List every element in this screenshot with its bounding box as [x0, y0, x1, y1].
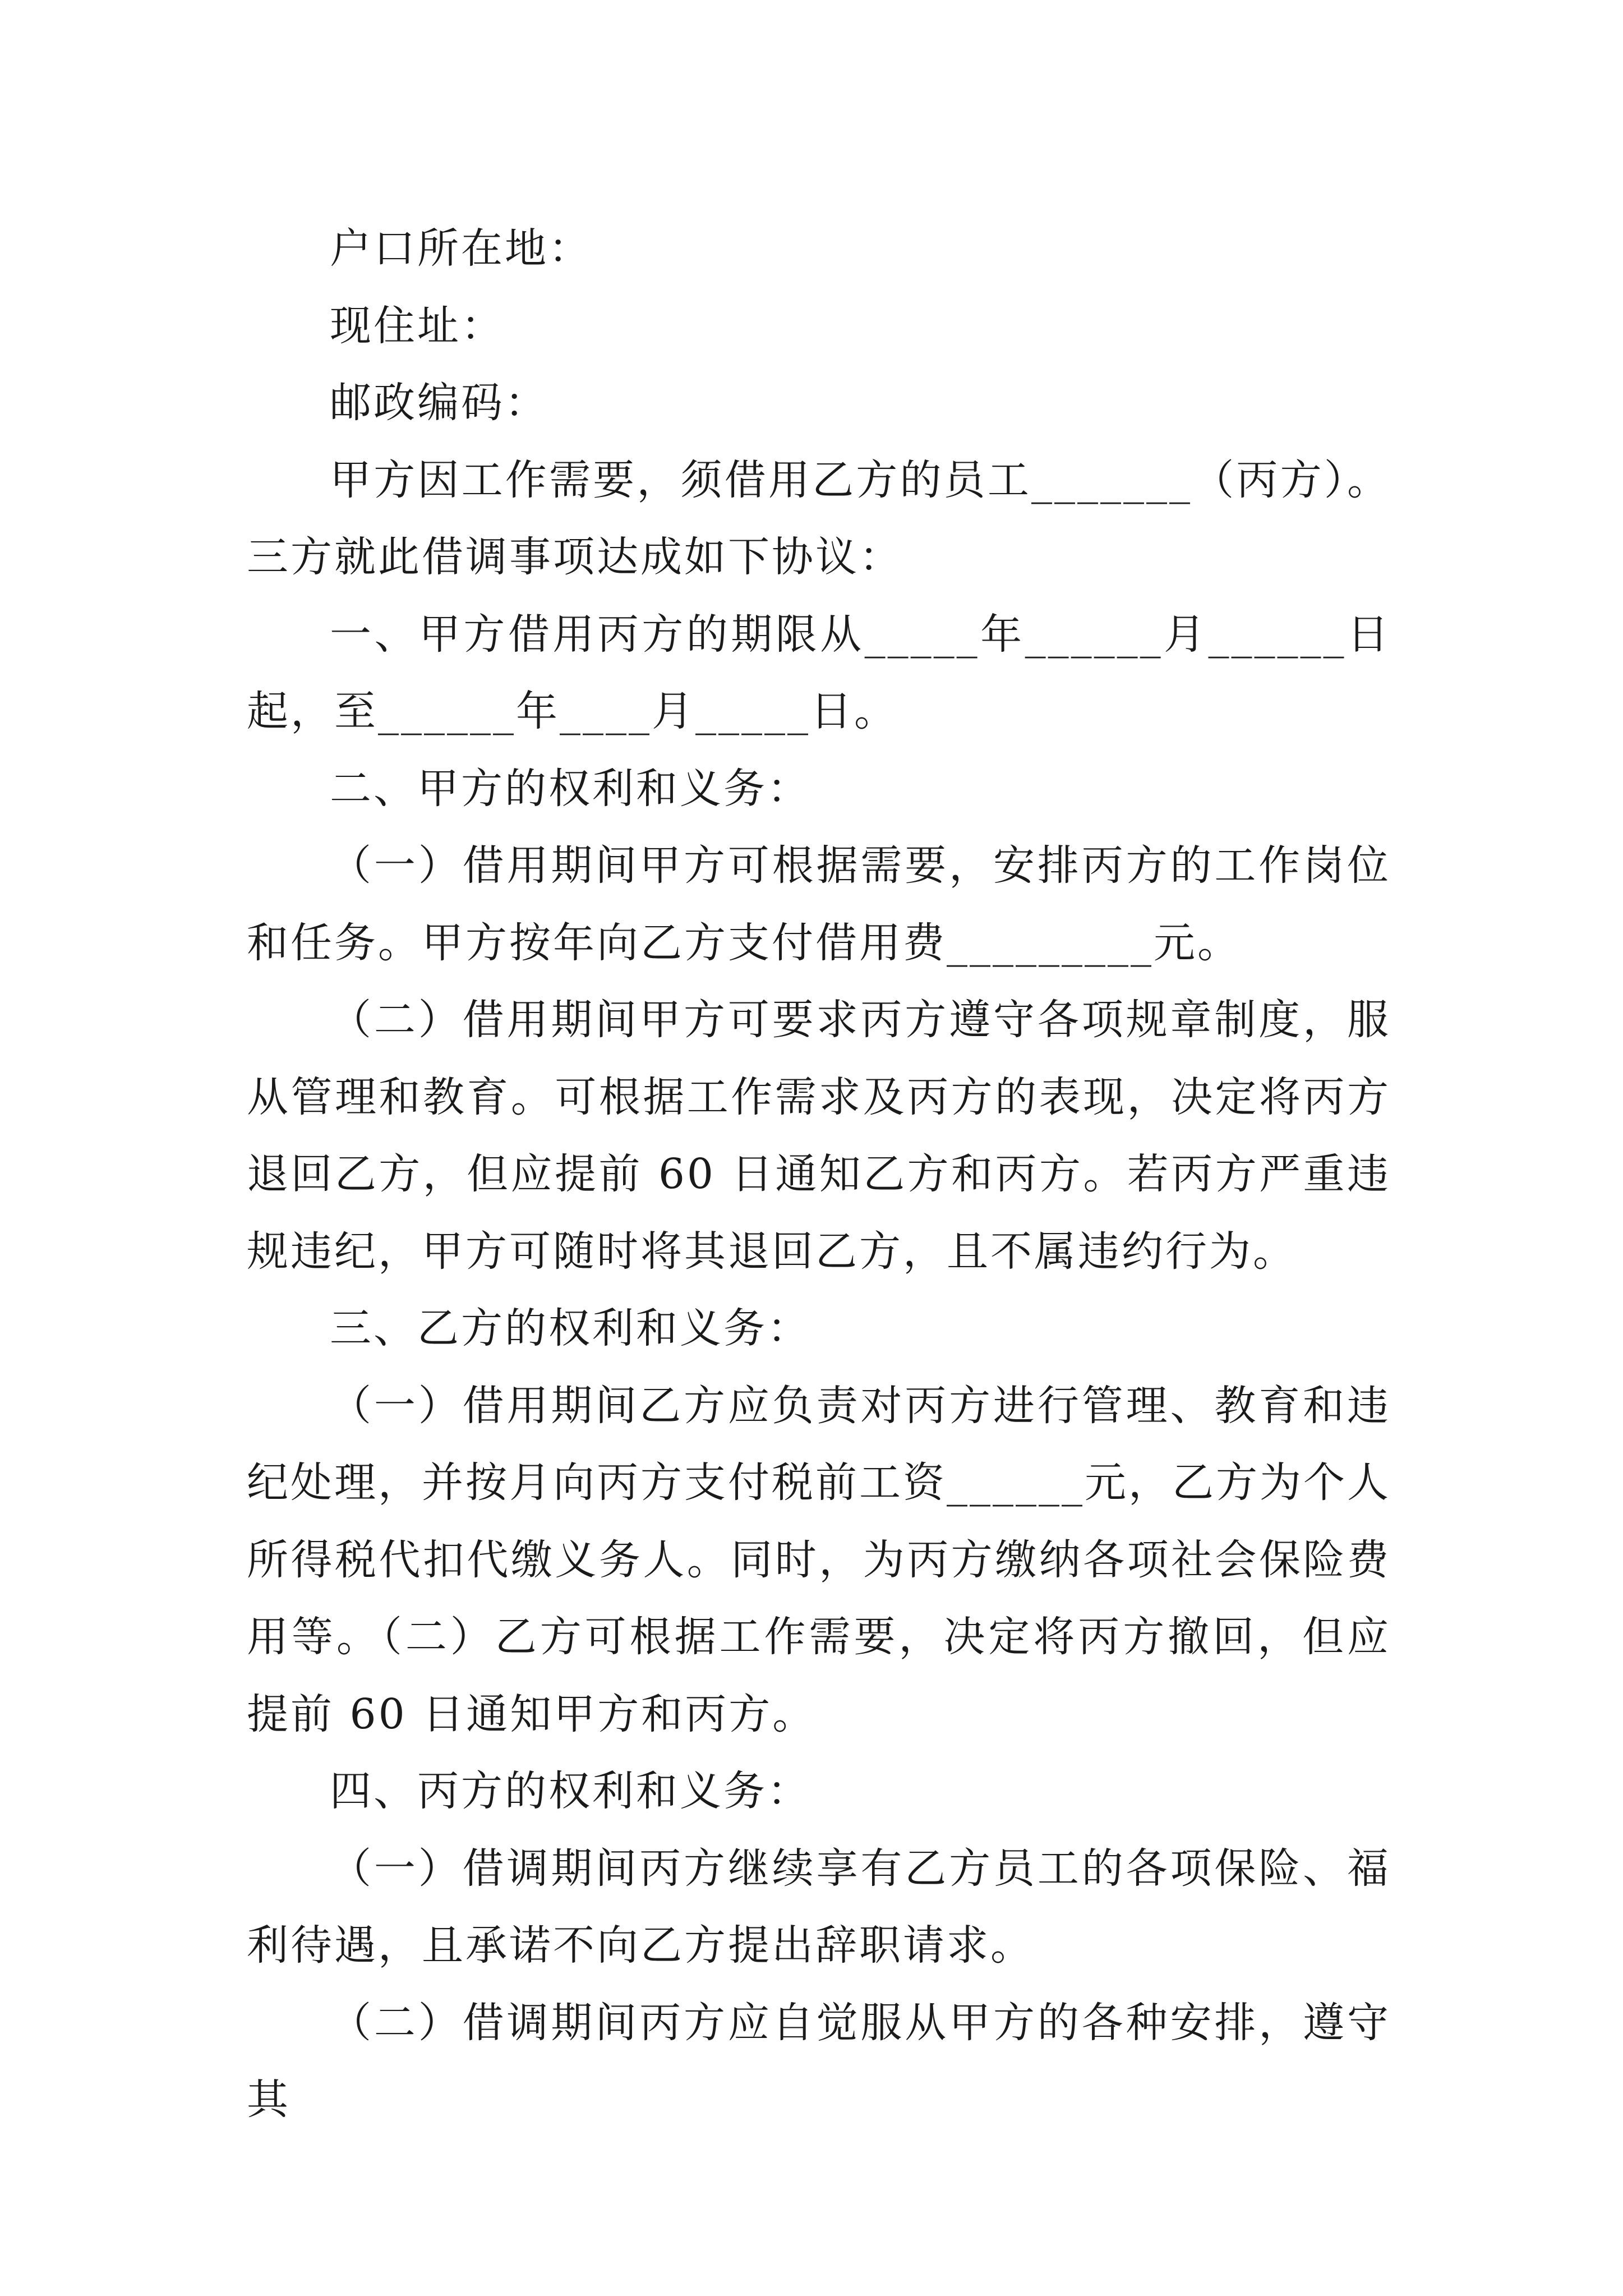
paragraph-party-a-item-1: （一）借用期间甲方可根据需要，安排丙方的工作岗位和任务。甲方按年向乙方支付借用费_________元。 [247, 841, 1391, 967]
paragraph-party-a-item-2: （二）借用期间甲方可要求丙方遵守各项规章制度，服从管理和教育。可根据工作需求及丙方的表现，决定将丙方退回乙方，但应提前 60 日通知乙方和丙方。若丙方严重违规违纪，甲方可随时将其退回乙方，且不属违约行为。 [247, 996, 1391, 1276]
paragraph-party-c-item-1: （一）借调期间丙方继续享有乙方员工的各项保险、福利待遇，且承诺不向乙方提出辞职请求。 [247, 1844, 1391, 1970]
paragraph-postal-code: 邮政编码： [330, 379, 548, 427]
heading-party-a-rights: 二、甲方的权利和义务： [330, 764, 811, 813]
paragraph-party-b-items: （一）借用期间乙方应负责对丙方进行管理、教育和违纪处理，并按月向丙方支付税前工资______元，乙方为个人所得税代扣代缴义务人。同时，为丙方缴纳各项社会保险费用等。（二）乙方可根据工作需要，决定将丙方撤回，但应提前 60 日通知甲方和丙方。 [247, 1381, 1391, 1738]
paragraph-party-c-item-2: （二）借调期间丙方应自觉服从甲方的各种安排，遵守其 [247, 1998, 1391, 2124]
document-body [247, 210, 1391, 2139]
paragraph-household-registration: 户口所在地： [330, 224, 592, 273]
heading-party-c-rights: 四、丙方的权利和义务： [330, 1767, 811, 1815]
paragraph-clause-1-term: 一、甲方借用丙方的期限从_____年______月______日起，至______年____月_____日。 [247, 610, 1391, 735]
paragraph-current-address: 现住址： [330, 301, 505, 350]
paragraph-intro: 甲方因工作需要，须借用乙方的员工_______（丙方）。三方就此借调事项达成如下协议： [247, 455, 1391, 581]
heading-party-b-rights: 三、乙方的权利和义务： [330, 1304, 811, 1352]
